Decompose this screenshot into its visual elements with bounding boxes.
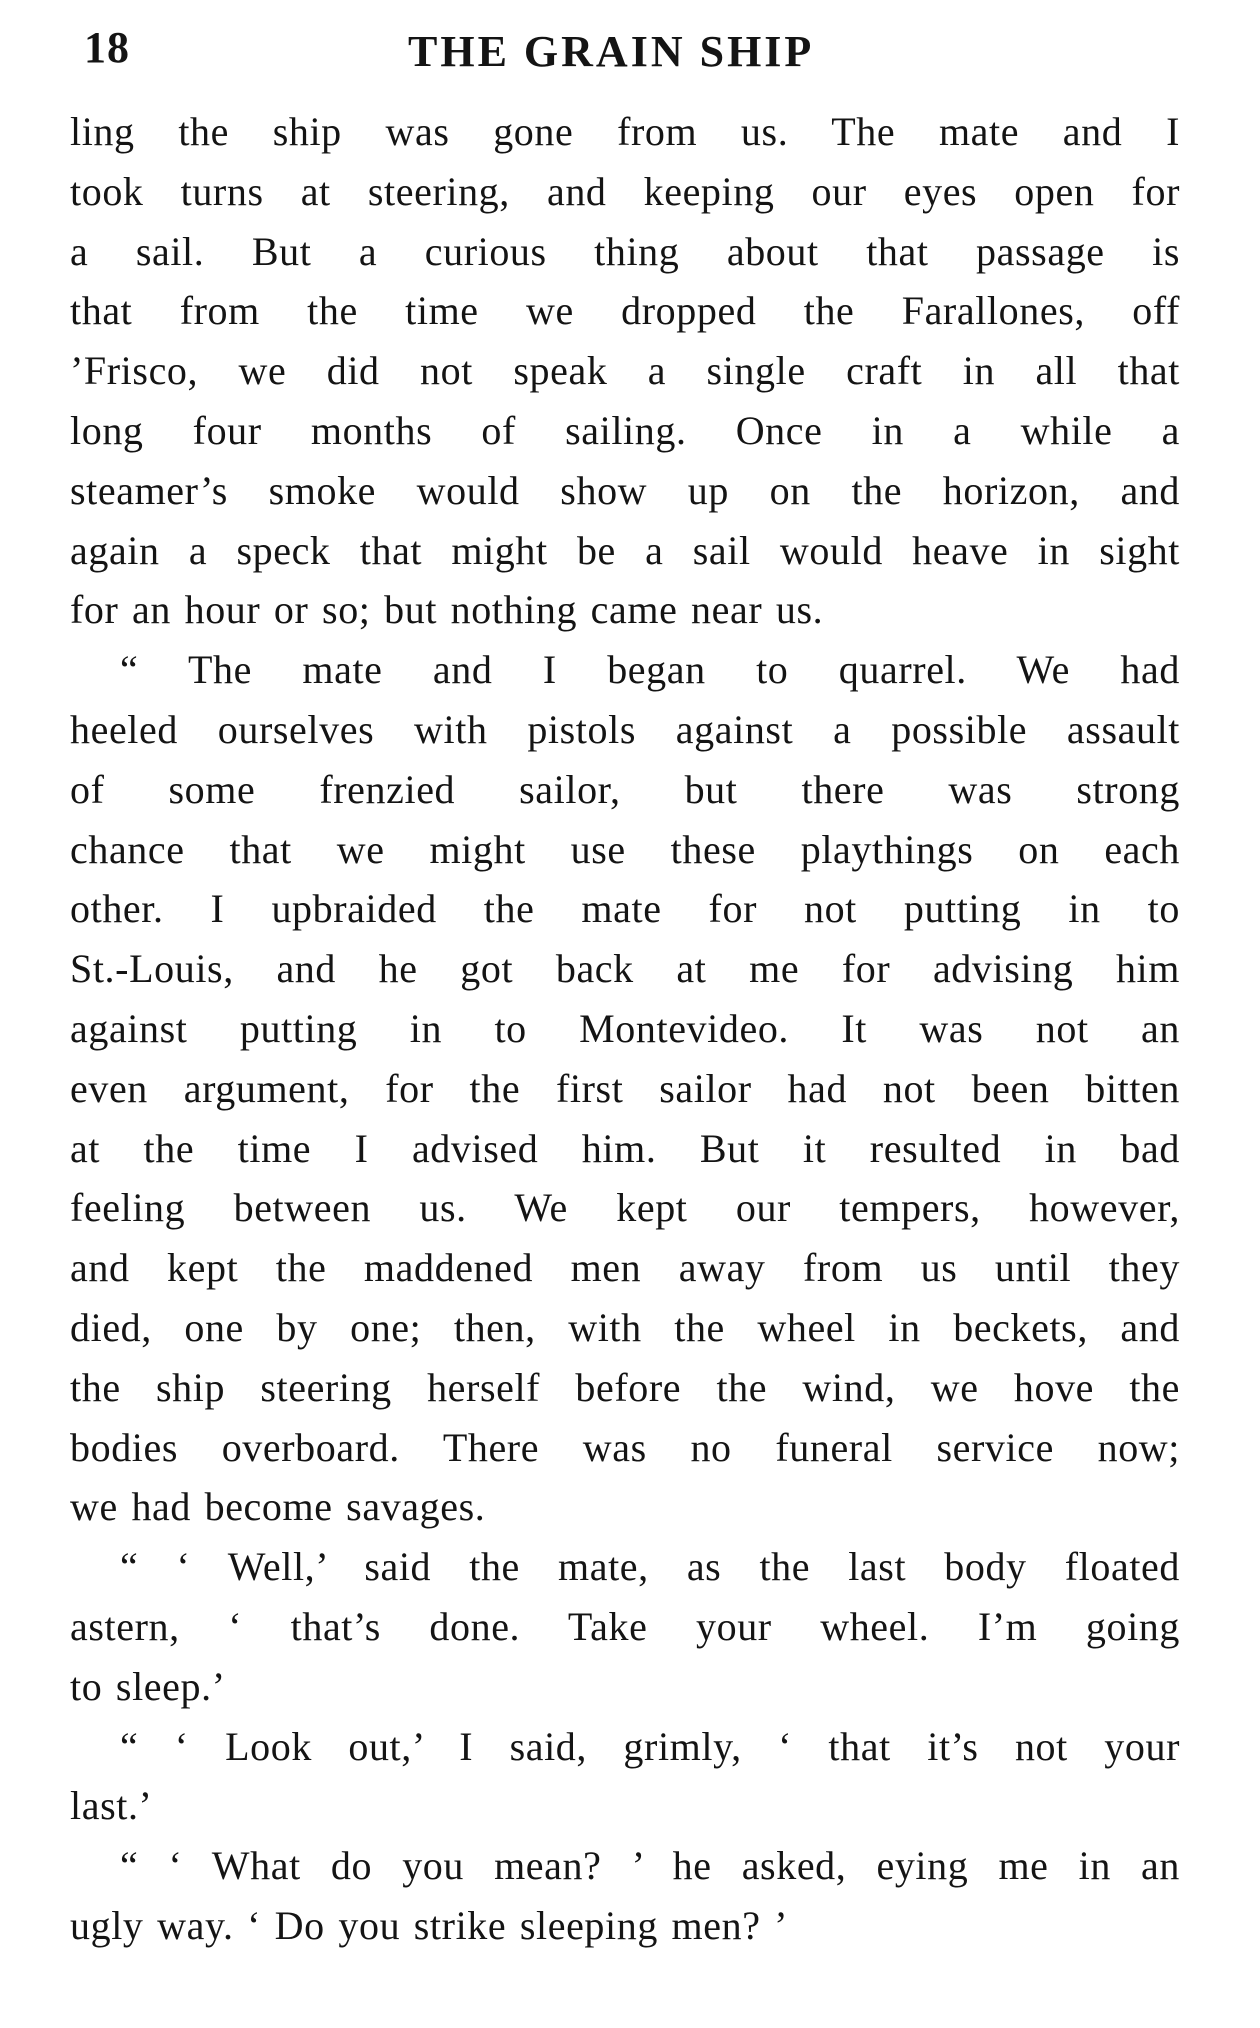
body-text bbox=[70, 102, 1180, 1956]
paragraph bbox=[70, 1836, 1180, 1956]
text-line: chance that we might use these playthings on each bbox=[70, 826, 1180, 872]
paragraph bbox=[70, 1537, 1180, 1716]
text-line: of some frenzied sailor, but there was strong bbox=[70, 766, 1180, 812]
running-head bbox=[78, 22, 1188, 86]
text-line: and kept the maddened men away from us until they bbox=[70, 1245, 1180, 1291]
text-line: last.’ bbox=[70, 1783, 153, 1829]
text-line: “ ‘ What do you mean? ’ he asked, eying me in an bbox=[120, 1843, 1180, 1889]
text-line: at the time I advised him. But it resulted in bad bbox=[70, 1125, 1180, 1171]
text-line: heeled ourselves with pistols against a possible assault bbox=[70, 706, 1180, 752]
text-line: other. I upbraided the mate for not putting in to bbox=[70, 886, 1180, 932]
text-line: bodies overboard. There was no funeral service now; bbox=[70, 1424, 1180, 1470]
running-title: THE GRAIN SHIP bbox=[408, 27, 815, 76]
text-line: died, one by one; then, with the wheel in beckets, and bbox=[70, 1304, 1180, 1350]
text-line: long four months of sailing. Once in a while a bbox=[70, 407, 1180, 453]
paragraph bbox=[70, 1717, 1180, 1837]
text-line: we had become savages. bbox=[70, 1484, 486, 1530]
text-line: again a speck that might be a sail would heave in sight bbox=[70, 527, 1180, 573]
text-line: astern, ‘ that’s done. Take your wheel. I’m going bbox=[70, 1603, 1180, 1649]
text-line: a sail. But a curious thing about that passage is bbox=[70, 228, 1180, 274]
text-line: ’Frisco, we did not speak a single craft in all that bbox=[70, 348, 1180, 394]
text-line: feeling between us. We kept our tempers, however, bbox=[70, 1185, 1180, 1231]
text-line: against putting in to Montevideo. It was not an bbox=[70, 1005, 1180, 1051]
text-line: that from the time we dropped the Farallones, off bbox=[70, 288, 1180, 334]
text-line: the ship steering herself before the wind, we hove the bbox=[70, 1364, 1180, 1410]
text-line: “ ‘ Look out,’ I said, grimly, ‘ that it’s not your bbox=[120, 1723, 1180, 1769]
page-number: 18 bbox=[84, 23, 130, 72]
text-line: ling the ship was gone from us. The mate and I bbox=[70, 109, 1180, 154]
text-line: St.-Louis, and he got back at me for advising him bbox=[70, 946, 1180, 992]
paragraph bbox=[70, 640, 1180, 1537]
text-line: “ ‘ Well,’ said the mate, as the last body floated bbox=[120, 1544, 1180, 1590]
text-line: ugly way. ‘ Do you strike sleeping men? ’ bbox=[70, 1902, 789, 1948]
text-line: to sleep.’ bbox=[70, 1663, 226, 1709]
text-line: “ The mate and I began to quarrel. We had bbox=[120, 647, 1180, 693]
paragraph bbox=[70, 102, 1180, 640]
text-line: for an hour or so; but nothing came near us. bbox=[70, 587, 824, 633]
text-line: steamer’s smoke would show up on the horizon, and bbox=[70, 467, 1180, 513]
text-line: took turns at steering, and keeping our eyes open for bbox=[70, 168, 1180, 214]
text-line: even argument, for the first sailor had not been bitten bbox=[70, 1065, 1180, 1111]
